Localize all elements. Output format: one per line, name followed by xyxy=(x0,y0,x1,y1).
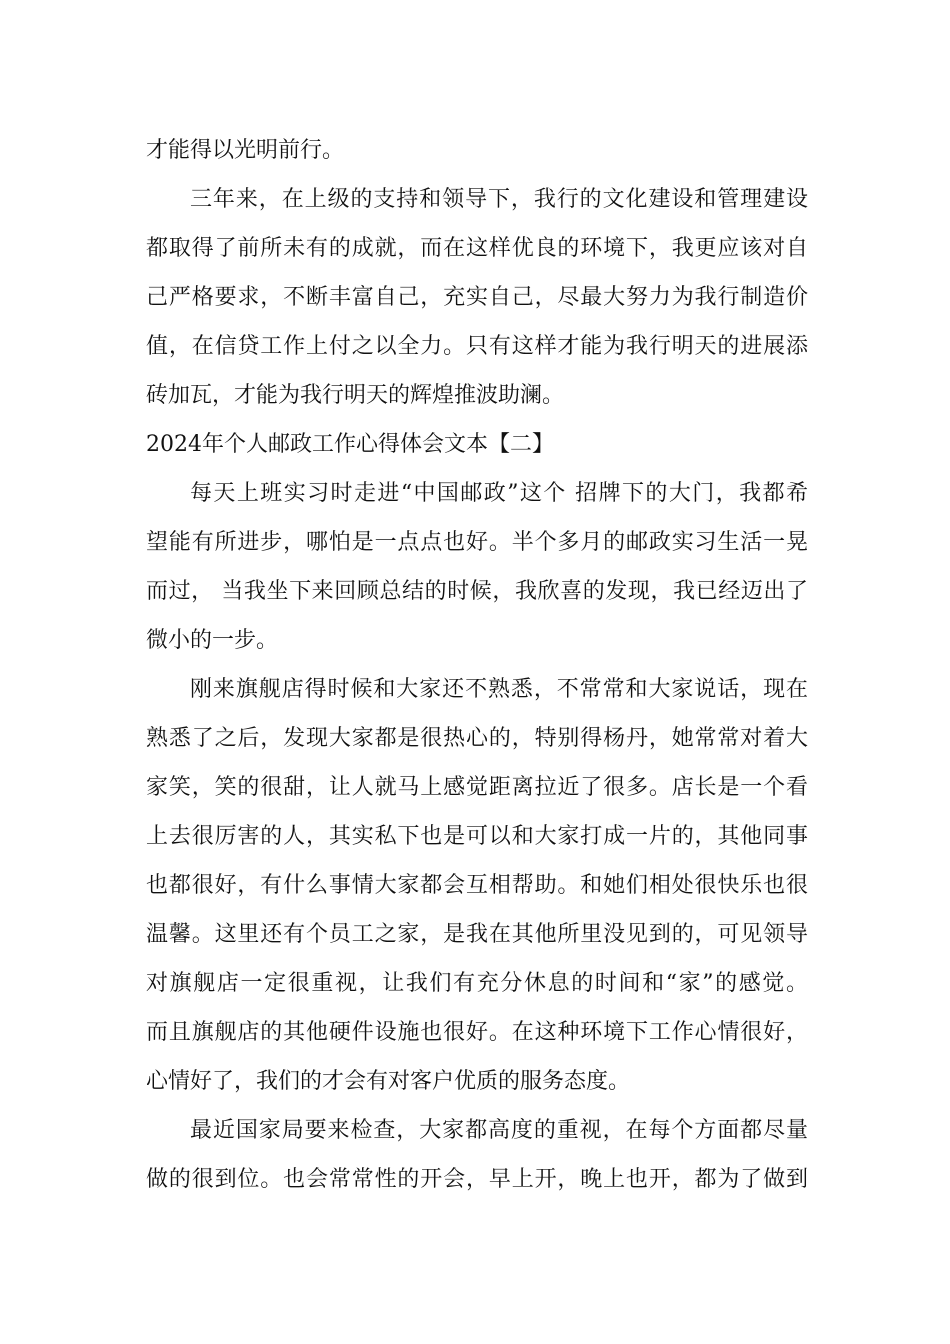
text-line: 才能得以光明前行。 xyxy=(146,138,345,163)
paragraph-flagship-store xyxy=(146,665,808,1106)
text-line: 值，在信贷工作上付之以全力。只有这样才能为我行明天的进展添 xyxy=(146,334,808,359)
paragraph-continuation xyxy=(146,126,808,175)
document-page xyxy=(146,126,808,1204)
text-line: 望能有所进步，哪怕是一点点也好。半个多月的邮政实习生活一晃 xyxy=(146,530,808,555)
text-line: 心情好了，我们的才会有对客户优质的服务态度。 xyxy=(146,1069,631,1094)
paragraph-bank-work xyxy=(146,175,808,420)
text-line: 熟悉了之后，发现大家都是很热心的，特别得杨丹，她常常对着大 xyxy=(146,726,808,751)
text-line: 己严格要求，不断丰富自己，充实自己，尽最大努力为我行制造价 xyxy=(146,285,808,310)
text-line: 刚来旗舰店得时候和大家还不熟悉，不常常和大家说话，现在 xyxy=(190,677,808,702)
text-line: 每天上班实习时走进“中国邮政”这个 招牌下的大门，我都希 xyxy=(190,481,808,506)
paragraph-internship xyxy=(146,469,808,665)
text-line: 温馨。这里还有个员工之家，是我在其他所里没见到的，可见领导 xyxy=(146,922,808,947)
section-heading: 2024年个人邮政工作心得体会文本【二】 xyxy=(146,432,554,457)
text-line: 砖加瓦，才能为我行明天的辉煌推波助澜。 xyxy=(146,383,565,408)
text-line: 三年来，在上级的支持和领导下，我行的文化建设和管理建设 xyxy=(190,187,808,212)
text-line: 对旗舰店一定很重视，让我们有充分休息的时间和“家”的感觉。 xyxy=(146,971,808,996)
text-line: 最近国家局要来检查，大家都高度的重视，在每个方面都尽量 xyxy=(190,1118,808,1143)
text-line: 也都很好，有什么事情大家都会互相帮助。和她们相处很快乐也很 xyxy=(146,873,808,898)
text-line: 做的很到位。也会常常性的开会，早上开，晚上也开，都为了做到 xyxy=(146,1167,808,1192)
paragraph-inspection xyxy=(146,1106,808,1204)
text-line: 上去很厉害的人，其实私下也是可以和大家打成一片的，其他同事 xyxy=(146,824,808,849)
text-line: 家笑，笑的很甜，让人就马上感觉距离拉近了很多。店长是一个看 xyxy=(146,775,808,800)
text-line: 而且旗舰店的其他硬件设施也很好。在这种环境下工作心情很好， xyxy=(146,1020,808,1045)
text-line: 都取得了前所未有的成就，而在这样优良的环境下，我更应该对自 xyxy=(146,236,808,261)
text-line: 微小的一步。 xyxy=(146,628,279,653)
text-line: 而过， 当我坐下来回顾总结的时候，我欣喜的发现，我已经迈出了 xyxy=(146,579,808,604)
